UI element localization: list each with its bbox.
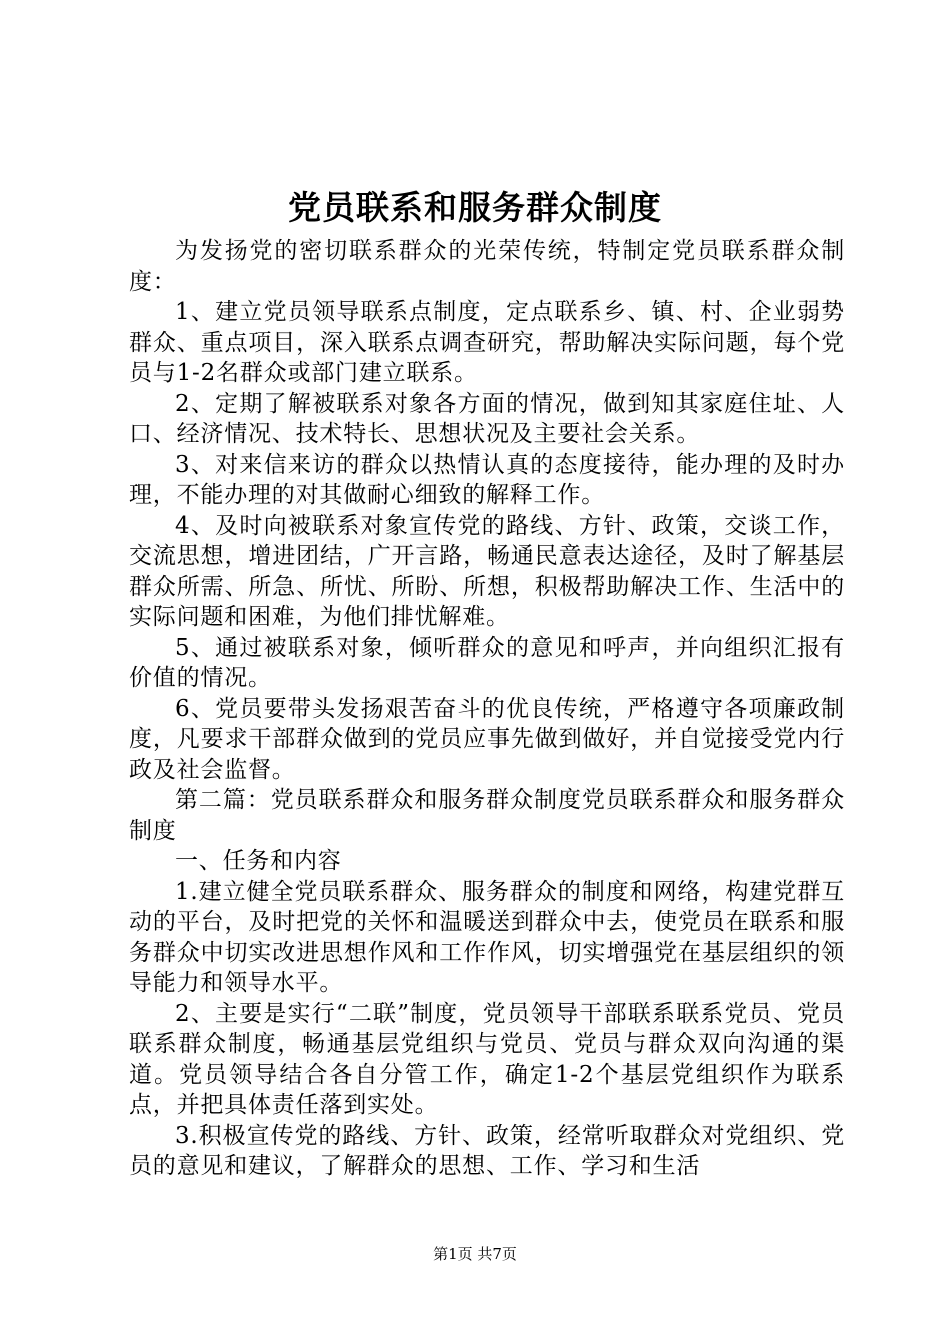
paragraph-item-4: 4、及时向被联系对象宣传党的路线、方针、政策，交谈工作，交流思想，增进团结，广开言路，畅通民意表达途径，及时了解基层群众所需、所急、所忧、所盼、所想，积极帮助解决工作、生活中的实际问题和困难，为他们排忧解难。: [129, 512, 845, 630]
paragraph-task-1: 1.建立健全党员联系群众、服务群众的制度和网络，构建党群互动的平台，及时把党的关怀和温暖送到群众中去，使党员在联系和服务群众中切实改进思想作风和工作作风，切实增强党在基层组织的领导能力和领导水平。: [129, 878, 845, 996]
page-footer: 第1页 共7页: [433, 1245, 517, 1263]
paragraph-item-2: 2、定期了解被联系对象各方面的情况，做到知其家庭住址、人口、经济情况、技术特长、思想状况及主要社会关系。: [129, 390, 845, 447]
paragraph-intro: 为发扬党的密切联系群众的光荣传统，特制定党员联系群众制度：: [129, 238, 845, 295]
subsection-heading-tasks: 一、任务和内容: [175, 848, 342, 874]
paragraph-item-5: 5、通过被联系对象，倾听群众的意见和呼声，并向组织汇报有价值的情况。: [129, 634, 845, 691]
paragraph-item-1: 1、建立党员领导联系点制度，定点联系乡、镇、村、企业弱势群众、重点项目，深入联系点调查研究，帮助解决实际问题，每个党员与1-2名群众或部门建立联系。: [129, 299, 845, 386]
document-title: 党员联系和服务群众制度: [288, 188, 662, 227]
paragraph-task-2: 2、主要是实行“二联”制度，党员领导干部联系联系党员、党员联系群众制度，畅通基层党组织与党员、党员与群众双向沟通的渠道。党员领导结合各自分管工作，确定1-2个基层党组织作为联系点，并把具体责任落到实处。: [129, 1000, 845, 1118]
paragraph-item-3: 3、对来信来访的群众以热情认真的态度接待，能办理的及时办理，不能办理的对其做耐心细致的解释工作。: [129, 451, 845, 508]
section-heading-part-two: 第二篇：党员联系群众和服务群众制度党员联系群众和服务群众制度: [129, 787, 845, 844]
paragraph-task-3: 3.积极宣传党的路线、方针、政策，经常听取群众对党组织、党员的意见和建议，了解群众的思想、工作、学习和生活: [129, 1122, 845, 1179]
document-body: [129, 236, 845, 1182]
paragraph-item-6: 6、党员要带头发扬艰苦奋斗的优良传统，严格遵守各项廉政制度，凡要求干部群众做到的党员应事先做到做好，并自觉接受党内行政及社会监督。: [129, 695, 845, 783]
